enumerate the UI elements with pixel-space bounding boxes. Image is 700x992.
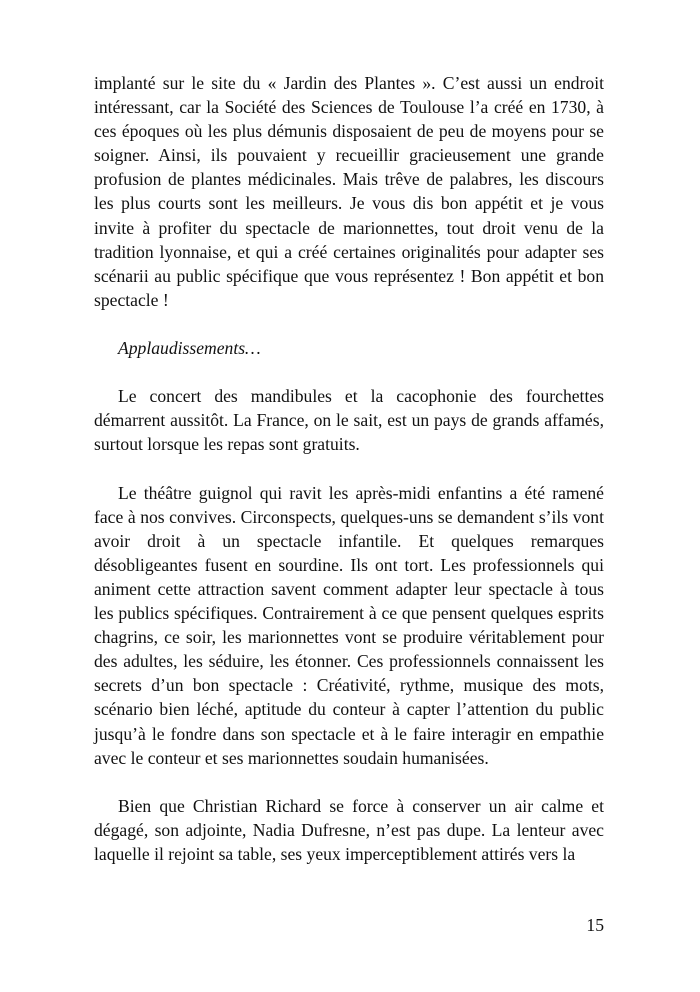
paragraph-3: Le concert des mandibules et la cacophonie des fourchettes démarrent aussitôt. La France, on le sait, est un pays de grands affamés, surtout lorsque les repas sont gratuits.	[94, 386, 604, 455]
paragraph-4: Le théâtre guignol qui ravit les après-midi enfantins a été ramené face à nos convives. Circonspects, quelques-uns se demandent s’ils vont avoir droit à un spectacle infantile. Et quelques remarques désobligeantes fusent en sourdine. Ils ont tort. Les professionnels qui animent cette attraction savent comment adapter leur spectacle à tous les publics spécifiques. Contrairement à ce que pensent quelques esprits chagrins, ce soir, les marionnettes vont se produire véritablement pour des adultes, les séduire, les étonner. Ces professionnels connaissent les secrets d’un bon spectacle : Créativité, rythme, musique des mots, scénario bien léché, aptitude du conteur à capter l’attention du public jusqu’à le fondre dans son spectacle et à le faire interagir en empathie avec le conteur et ses marionnettes soudain humanisées.	[94, 482, 604, 768]
paragraph-1: implanté sur le site du « Jardin des Plantes ». C’est aussi un endroit intéressant, car la Société des Sciences de Toulouse l’a créé en 1730, à ces époques où les plus démunis disposaient de peu de moyens pour se soigner. Ainsi, ils pouvaient y recueillir gracieusement une grande profusion de plantes médicinales. Mais trêve de palabres, les discours les plus courts sont les meilleurs. Je vous dis bon appétit et je vous invite à profiter du spectacle de marionnettes, tout droit venu de la tradition lyonnaise, et qui a créé certaines originalités pour adapter ses scénarii au public spécifique que vous représentez ! Bon appétit et bon spectacle !	[94, 73, 604, 310]
body-text	[94, 71, 604, 866]
paragraph-5: Bien que Christian Richard se force à conserver un air calme et dégagé, son adjointe, Nadia Dufresne, n’est pas dupe. La lenteur avec laquelle il rejoint sa table, ses yeux imperceptiblement attirés vers la	[94, 795, 604, 864]
paragraph-2-italic-applause: Applaudissements…	[118, 338, 261, 359]
page-number: 15	[586, 915, 604, 935]
